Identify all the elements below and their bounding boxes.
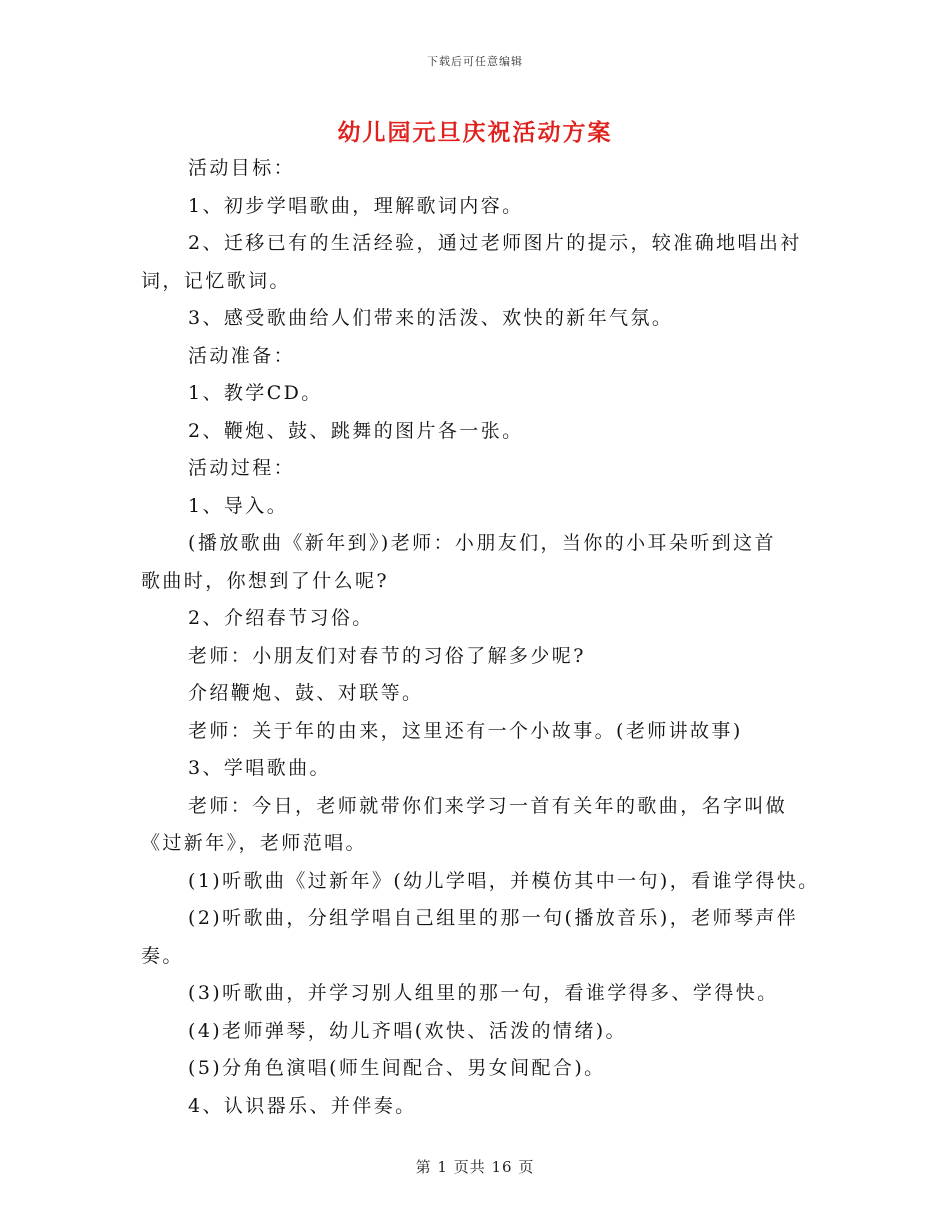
body-line: 2、介绍春节习俗。 [188, 607, 374, 629]
body-line: 老师：关于年的由来，这里还有一个小故事。(老师讲故事) [188, 719, 743, 742]
body-line: (播放歌曲《新年到》)老师：小朋友们，当你的小耳朵听到这首 [188, 532, 776, 554]
body-line: (5)分角色演唱(师生间配合、男女间配合)。 [188, 1057, 606, 1079]
body-line: 2、迁移已有的生活经验，通过老师图片的提示，较准确地唱出衬 [188, 232, 802, 254]
body-line: (4)老师弹琴，幼儿齐唱(欢快、活泼的情绪)。 [188, 1019, 627, 1042]
body-line: 介绍鞭炮、鼓、对联等。 [188, 682, 424, 704]
body-line: 奏。 [141, 944, 184, 967]
body-line: 活动准备： [188, 344, 296, 367]
body-line: (3)听歌曲，并学习别人组里的那一句，看谁学得多、学得快。 [188, 982, 779, 1004]
document-title: 幼儿园元旦庆祝活动方案 [337, 119, 613, 146]
body-line: 4、认识器乐、并伴奏。 [188, 1094, 417, 1117]
body-line: 老师：小朋友们对春节的习俗了解多少呢? [188, 644, 586, 667]
page-header-note: 下载后可任意编辑 [427, 55, 523, 68]
document-body [141, 150, 831, 1125]
body-line: (2)听歌曲，分组学唱自己组里的那一句(播放音乐)，老师琴声伴 [188, 907, 799, 929]
body-line: 活动目标： [188, 157, 296, 179]
body-line: 活动过程： [188, 457, 296, 479]
body-line: 1、导入。 [188, 494, 289, 517]
body-line: 3、学唱歌曲。 [188, 757, 331, 779]
body-line: 歌曲时，你想到了什么呢? [141, 569, 389, 592]
body-line: 1、初步学唱歌曲，理解歌词内容。 [188, 194, 524, 217]
body-line: 3、感受歌曲给人们带来的活泼、欢快的新年气氛。 [188, 307, 674, 329]
body-line: (1)听歌曲《过新年》(幼儿学唱，并模仿其中一句)，看谁学得快。 [188, 869, 820, 892]
body-line: 《过新年》，老师范唱。 [141, 832, 367, 854]
body-line: 2、鞭炮、鼓、跳舞的图片各一张。 [188, 419, 524, 442]
page-number: 第 1 页共 16 页 [415, 1158, 535, 1176]
body-line: 老师：今日，老师就带你们来学习一首有关年的歌曲，名字叫做 [188, 794, 788, 817]
body-line: 词，记忆歌词。 [141, 269, 291, 292]
body-line: 1、教学CD。 [188, 382, 323, 404]
